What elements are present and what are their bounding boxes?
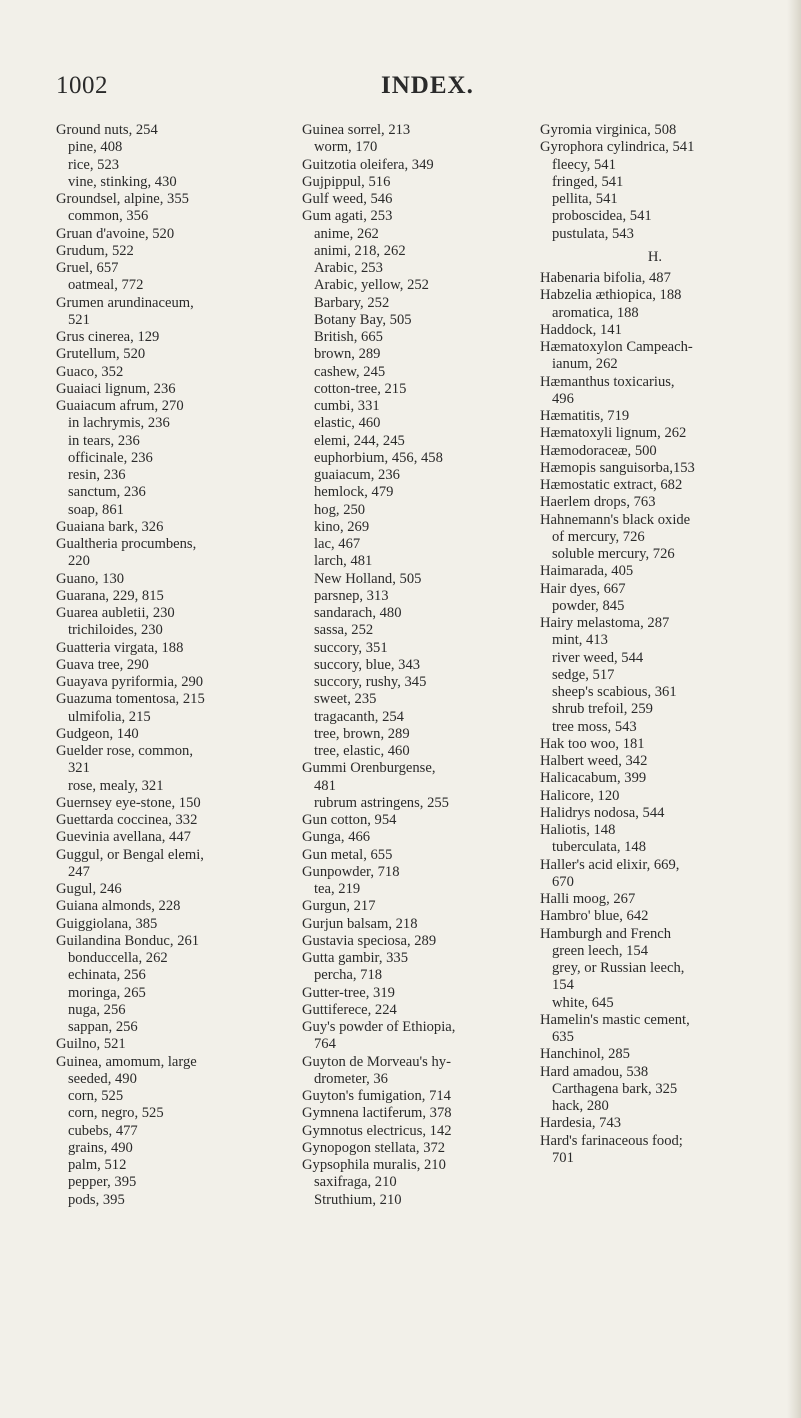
index-entry: Hæmodoraceæ, 500 [540,442,657,459]
index-subentry: hemlock, 479 [314,484,394,501]
index-entry: Groundsel, alpine, 355 [56,191,189,207]
page-title: INDEX. [381,72,474,99]
index-subentry: 670 [552,873,574,890]
index-subentry: Barbary, 252 [314,294,390,311]
index-entry: Hak too woo, 181 [540,735,645,752]
index-subentry: sassa, 252 [314,622,374,639]
index-subentry: Struthium, 210 [314,1191,402,1208]
index-subentry: anime, 262 [314,225,379,242]
index-entry: Guiana almonds, 228 [56,898,181,915]
index-subentry: shrub trefoil, 259 [552,701,653,718]
index-entry: Guava tree, 290 [56,656,149,673]
index-entry: Guettarda coccinea, 332 [56,812,198,828]
index-subentry: corn, 525 [68,1088,124,1104]
index-entry: Hæmatoxylon Campeach- [540,339,693,355]
index-entry: Gummi Orenburgense, [302,760,436,777]
index-entry: Hæmatitis, 719 [540,408,630,424]
index-subentry: elemi, 244, 245 [314,432,405,449]
index-entry: Ground nuts, 254 [56,122,158,138]
section-letter-heading: H. [647,248,663,265]
index-entry: Guarea aubletii, 230 [56,605,175,621]
index-subentry: tree moss, 543 [552,718,637,735]
index-entry: Gruel, 657 [56,260,119,276]
index-subentry: pepper, 395 [68,1174,137,1191]
index-entry: Guaiacum afrum, 270 [56,398,184,414]
index-subentry: echinata, 256 [68,967,146,984]
index-subentry: tea, 219 [314,881,361,897]
index-subentry: tree, brown, 289 [314,725,410,742]
index-subentry: tragacanth, 254 [314,708,404,725]
index-subentry: 496 [552,390,574,407]
index-subentry: tree, elastic, 460 [314,743,410,759]
index-column-2 [302,122,532,1209]
index-subentry: seeded, 490 [68,1070,137,1087]
index-entry: Hæmostatic extract, 682 [540,477,683,493]
index-subentry: rubrum astringens, 255 [314,794,449,811]
index-entry: Hardesia, 743 [540,1115,622,1132]
index-entry: Guilno, 521 [56,1036,126,1053]
index-subentry: animi, 218, 262 [314,242,406,259]
index-entry: Gurjun balsam, 218 [302,915,418,932]
index-subentry: 247 [68,863,90,880]
page-header [56,72,761,108]
index-entry: Haddock, 141 [540,321,622,338]
index-entry: Hard amadou, 538 [540,1063,649,1080]
index-entry: Gurgun, 217 [302,898,376,915]
index-subentry: proboscidea, 541 [552,208,652,225]
index-entry: Gynopogon stellata, 372 [302,1139,446,1156]
index-subentry: mint, 413 [552,632,608,649]
index-subentry: white, 645 [552,994,614,1011]
index-subentry: succory, blue, 343 [314,656,421,673]
index-entry: Halli moog, 267 [540,891,636,907]
index-subentry: elastic, 460 [314,415,381,432]
index-entry: Hamburgh and French [540,925,672,942]
index-subentry: euphorbium, 456, 458 [314,449,443,466]
index-subentry: cashew, 245 [314,363,386,380]
index-entry: Hæmanthus toxicarius, [540,373,675,390]
index-entry: Grumen arundinaceum, [56,294,194,311]
index-subentry: trichiloides, 230 [68,622,163,639]
index-subentry: succory, 351 [314,639,388,656]
index-subentry: sheep's scabious, 361 [552,684,677,700]
index-entry: Gun metal, 655 [302,846,393,863]
index-subentry: 701 [552,1149,574,1166]
index-subentry: powder, 845 [552,597,625,614]
index-entry: Hambro' blue, 642 [540,908,649,925]
index-entry: Gyromia virginica, 508 [540,122,677,138]
index-subentry: grains, 490 [68,1139,133,1156]
index-subentry: officinale, 236 [68,449,153,466]
index-entry: Guayava pyriformia, 290 [56,674,204,690]
index-entry: Hairy melastoma, 287 [540,615,670,631]
index-entry: Guyton's fumigation, 714 [302,1088,451,1104]
index-subentry: sandarach, 480 [314,605,402,621]
index-subentry: palm, 512 [68,1157,127,1173]
index-subentry: 764 [314,1036,336,1053]
index-subentry: British, 665 [314,329,383,345]
index-subentry: Botany Bay, 505 [314,311,412,328]
index-entry: Gymnena lactiferum, 378 [302,1105,452,1122]
index-subentry: aromatica, 188 [552,304,639,321]
index-subentry: fringed, 541 [552,173,624,190]
index-entry: Guy's powder of Ethiopia, [302,1019,456,1035]
index-entry: Guaiana bark, 326 [56,518,164,535]
index-entry: Grutellum, 520 [56,346,146,363]
page-number: 1002 [56,72,108,99]
index-entry: Gum agati, 253 [302,208,393,225]
index-entry: Halbert weed, 342 [540,753,648,769]
index-subentry: parsnep, 313 [314,587,389,604]
index-subentry: ianum, 262 [552,356,618,373]
index-subentry: moringa, 265 [68,984,146,1001]
index-subentry: sedge, 517 [552,666,615,683]
index-entry: Guitzotia oleifera, 349 [302,156,434,173]
index-entry: Habenaria bifolia, 487 [540,270,671,286]
index-subentry: rice, 523 [68,156,120,173]
index-entry: Hahnemann's black oxide [540,511,691,528]
index-subentry: lac, 467 [314,536,361,552]
index-entry: Hamelin's mastic cement, [540,1011,690,1028]
index-entry: Grudum, 522 [56,242,134,259]
index-subentry: resin, 236 [68,467,126,483]
page-edge [787,0,801,1418]
index-entry: Haimarada, 405 [540,563,634,580]
index-subentry: sappan, 256 [68,1019,138,1035]
index-entry: Haller's acid elixir, 669, [540,856,680,873]
index-subentry: kino, 269 [314,518,370,535]
index-subentry: brown, 289 [314,346,381,363]
index-subentry: larch, 481 [314,553,373,570]
index-entry: Gujpippul, 516 [302,173,391,190]
index-entry: Guarana, 229, 815 [56,587,164,604]
index-entry: Halicore, 120 [540,787,620,804]
index-entry: Gualtheria procumbens, [56,536,197,552]
index-entry: Hæmatoxyli lignum, 262 [540,425,687,442]
index-entry: Gunpowder, 718 [302,863,400,880]
index-subentry: grey, or Russian leech, [552,960,685,976]
index-column-3 [540,122,770,1167]
index-subentry: Arabic, yellow, 252 [314,277,429,294]
index-entry: Haerlem drops, 763 [540,494,656,511]
index-subentry: pine, 408 [68,139,123,156]
index-subentry: worm, 170 [314,139,378,156]
index-subentry: 521 [68,311,90,328]
index-subentry: pellita, 541 [552,191,618,207]
index-subentry: corn, negro, 525 [68,1105,164,1122]
index-entry: Guano, 130 [56,570,125,587]
index-subentry: 321 [68,760,90,777]
index-subentry: oatmeal, 772 [68,277,144,294]
index-subentry: river weed, 544 [552,649,644,666]
index-entry: Guiggiolana, 385 [56,915,158,932]
index-subentry: common, 356 [68,208,149,225]
index-entry: Gymnotus electricus, 142 [302,1122,452,1139]
index-entry: Gutta gambir, 335 [302,950,409,966]
index-subentry: in lachrymis, 236 [68,415,170,432]
index-entry: Guggul, or Bengal elemi, [56,846,204,863]
index-column-1 [56,122,286,1209]
index-subentry: vine, stinking, 430 [68,173,177,190]
index-columns [56,122,776,1412]
index-entry: Guevinia avellana, 447 [56,829,191,846]
index-entry: Guilandina Bonduc, 261 [56,932,200,949]
index-entry: Gugul, 246 [56,881,122,897]
index-entry: Gypsophila muralis, 210 [302,1157,446,1173]
index-subentry: cumbi, 331 [314,398,380,414]
index-subentry: succory, rushy, 345 [314,674,427,690]
index-entry: Gudgeon, 140 [56,725,139,742]
index-entry: Hæmopis sanguisorba,153 [540,459,695,476]
index-subentry: Arabic, 253 [314,260,383,276]
index-subentry: cubebs, 477 [68,1122,138,1139]
index-subentry: in tears, 236 [68,432,140,449]
index-entry: Guatteria virgata, 188 [56,639,184,656]
index-entry: Gulf weed, 546 [302,191,393,207]
index-subentry: pods, 395 [68,1191,125,1208]
index-entry: Halicacabum, 399 [540,770,647,787]
index-subentry: rose, mealy, 321 [68,777,164,794]
index-entry: Gustavia speciosa, 289 [302,932,437,949]
index-subentry: ulmifolia, 215 [68,708,151,725]
index-subentry: saxifraga, 210 [314,1174,397,1191]
index-entry: Guttiferece, 224 [302,1001,397,1018]
index-entry: Gunga, 466 [302,829,371,846]
index-entry: Habzelia æthiopica, 188 [540,287,682,304]
index-entry: Hair dyes, 667 [540,580,626,597]
index-subentry: pustulata, 543 [552,225,634,242]
index-subentry: 635 [552,1029,574,1045]
index-subentry: fleecy, 541 [552,156,616,173]
index-entry: Gun cotton, 954 [302,812,397,828]
index-entry: Guaco, 352 [56,363,124,380]
index-subentry: soluble mercury, 726 [552,546,675,562]
index-entry: Guinea sorrel, 213 [302,122,411,138]
index-subentry: sweet, 235 [314,691,377,708]
index-subentry: 154 [552,977,574,994]
index-subentry: 481 [314,777,336,794]
index-subentry: soap, 861 [68,501,124,518]
index-entry: Grus cinerea, 129 [56,329,160,345]
index-entry: Guernsey eye-stone, 150 [56,794,201,811]
index-entry: Haliotis, 148 [540,822,616,838]
index-entry: Gutter-tree, 319 [302,984,395,1001]
index-entry: Guazuma tomentosa, 215 [56,691,205,708]
index-subentry: percha, 718 [314,967,383,984]
index-subentry: Carthagena bark, 325 [552,1080,678,1097]
index-subentry: bonduccella, 262 [68,950,168,966]
index-subentry: 220 [68,553,90,570]
index-entry: Gruan d'avoine, 520 [56,225,175,242]
index-subentry: New Holland, 505 [314,570,422,587]
index-subentry: hack, 280 [552,1098,609,1114]
index-subentry: nuga, 256 [68,1001,126,1018]
index-entry: Guelder rose, common, [56,743,193,759]
index-subentry: hog, 250 [314,501,366,518]
index-subentry: drometer, 36 [314,1070,388,1087]
index-subentry: cotton-tree, 215 [314,380,407,397]
index-entry: Guinea, amomum, large [56,1053,197,1070]
index-subentry: green leech, 154 [552,942,649,959]
index-entry: Guyton de Morveau's hy- [302,1053,451,1070]
index-subentry: tuberculata, 148 [552,839,647,856]
index-entry: Hanchinol, 285 [540,1046,630,1063]
index-subentry: sanctum, 236 [68,484,146,501]
index-entry: Gyrophora cylindrica, 541 [540,139,695,156]
index-subentry: of mercury, 726 [552,528,645,545]
index-entry: Hard's farinaceous food; [540,1132,683,1149]
index-subentry: guaiacum, 236 [314,467,400,483]
index-entry: Halidrys nodosa, 544 [540,804,665,821]
index-entry: Guaiaci lignum, 236 [56,380,176,397]
